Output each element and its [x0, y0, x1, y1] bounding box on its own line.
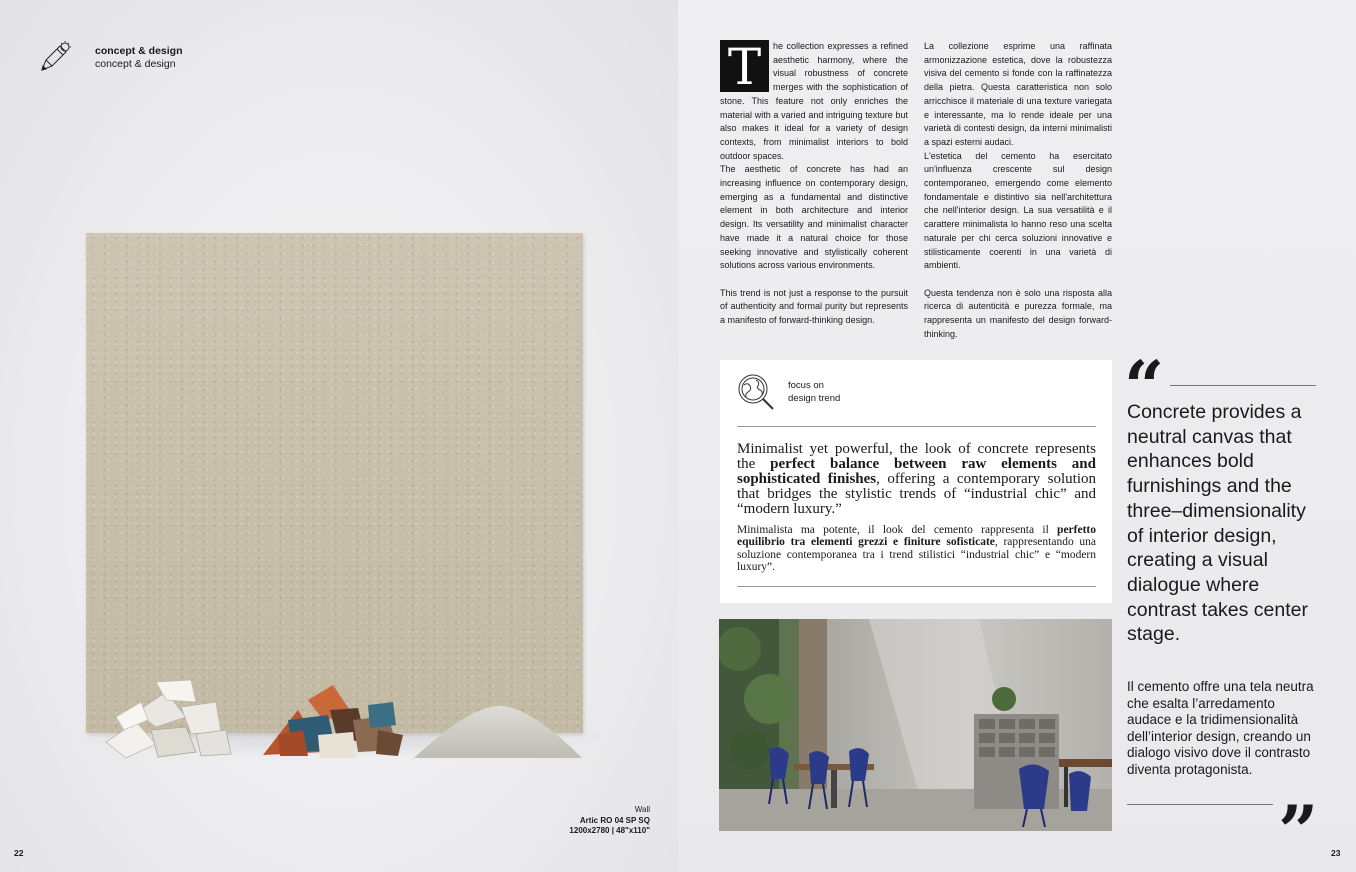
focus-rule-top — [737, 426, 1096, 427]
focus-it-part: , rappresentando una soluzione contemporanea tra i trend stilistici “industrial chic” e “modern luxury”. — [737, 536, 1096, 573]
pull-quote-it: Il cemento offre una tela neutra che esalta l’arredamento audace e la tridimensionalità dell’interior design, creando un dialogo visivo dove il contrasto diventa protagonista. — [1127, 679, 1314, 777]
focus-title-line1: focus on — [788, 380, 824, 391]
globe-magnifier-icon — [736, 372, 776, 412]
focus-rule-bottom — [737, 586, 1096, 587]
focus-en-part: Minimalist yet powerful, the look of concrete represents the — [737, 441, 1096, 472]
focus-en-bold: perfect balance between raw elements and sophisticated finishes — [737, 456, 1096, 487]
article-english-column — [720, 40, 908, 328]
quote-open-mark: “ — [1124, 345, 1165, 428]
interior-photo — [719, 619, 1112, 831]
caption-size: 1200x2780 | 48"x110" — [569, 826, 650, 835]
quote-close-mark: ” — [1278, 790, 1319, 872]
focus-it-bold: perfetto equilibrio tra elementi grezzi e finiture sofisticate — [737, 524, 1096, 549]
colored-fragments-pile — [258, 680, 408, 760]
focus-text-it — [737, 524, 1096, 573]
caption-label: Wall — [634, 805, 650, 814]
article-it-paragraph-2: L'estetica del cemento ha esercitato un'influenza crescente sul design contemporaneo, emergendo come elemento fondamentale e distintivo sia nell'architettura che nell'interior design. La sua versatilità e il carattere minimalista lo hanno reso una scelta naturale per chi cerca soluzioni innovative e stilisticamente coerenti in una varietà di ambienti. — [924, 150, 1112, 271]
drop-cap: T — [720, 40, 769, 92]
sand-pile — [412, 702, 584, 764]
caption-product: Artic RO 04 SP SQ — [579, 815, 650, 825]
section-header — [95, 45, 183, 70]
quote-rule-bottom — [1127, 804, 1273, 805]
section-title-en: concept & design — [95, 45, 183, 57]
focus-it-part: Minimalista ma potente, il look del cemento rappresenta il — [737, 524, 1058, 536]
concrete-slab-image — [86, 233, 583, 733]
article-italian-column — [924, 40, 1112, 341]
product-caption — [350, 805, 650, 837]
pencil-lightbulb-icon — [38, 40, 72, 74]
focus-title — [788, 380, 840, 405]
pull-quote-en: Concrete provides a neutral canvas that enhances bold furnishings and the three–dimensionality of interior design, creating a visual dialogue where contrast takes center stage. — [1127, 401, 1309, 646]
page-number-left: 22 — [14, 848, 24, 858]
article-it-paragraph-1: La collezione esprime una raffinata armonizzazione estetica, dove la robustezza visiva del cemento si fonde con la raffinatezza della pietra. Questa caratteristica non solo arricchisce il materiale di una texture variegata e interessante, ma lo rende ideale per una varietà di contesti design, da interni minimalisti a spazi esterni audaci. — [924, 41, 1112, 147]
focus-text-en — [737, 442, 1096, 517]
article-en-paragraph-1: he collection expresses a refined aesthetic harmony, where the visual robustness of concrete merges with the sophistication of stone. This feature not only enriches the material with a varied and intriguing texture but also makes it ideal for a variety of design contexts, from minimalist interiors to bold outdoor spaces. — [720, 41, 908, 161]
quote-rule-top — [1170, 385, 1316, 386]
focus-title-line2: design trend — [788, 392, 841, 404]
section-title-it: concept & design — [95, 57, 176, 70]
article-it-paragraph-3: Questa tendenza non è solo una risposta alla ricerca di autenticità e purezza formale, ma rappresenta un manifesto del design forward-thinking. — [924, 287, 1112, 339]
white-fragments-pile — [96, 672, 236, 762]
article-en-paragraph-2: The aesthetic of concrete has had an increasing influence on contemporary design, emerging as a fundamental and distinctive element in both architecture and interior design. Its versatility and minimalist character have made it a natural choice for those seeking innovative and stylistically coherent solutions across various environments. — [720, 164, 908, 271]
page-number-right: 23 — [1331, 848, 1341, 858]
focus-box — [720, 360, 1112, 603]
focus-en-part: , offering a contemporary solution that bridges the stylistic trends of “industrial chic” and “modern luxury.” — [737, 471, 1096, 517]
article-en-paragraph-3: This trend is not just a response to the pursuit of authenticity and formal purity but represents a manifesto of forward-thinking design. — [720, 287, 908, 326]
